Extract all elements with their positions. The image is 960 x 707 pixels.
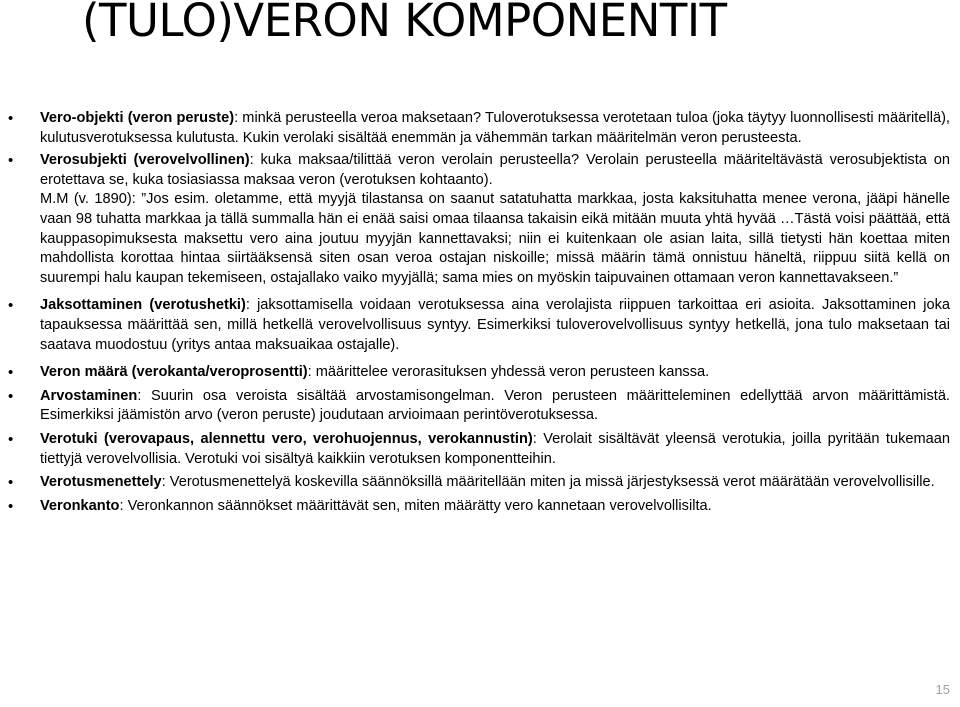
bullet-arvostaminen xyxy=(8,387,950,426)
bullet-quote: M.M (v. 1890): ”Jos esim. oletamme, että myyjä tilastansa on saanut satatuhatta markkaa, josta kaksituhatta menee verona, jääpi hänelle vaan 98 tuhatta markkaa ja tällä summalla hän ei enää saisi omaa tilaansa takaisin eikä mitään muuta yhtä hyvää …Tästä voisi päättää, että kauppasopimuksesta maksettu vero aina joutuu myyjän kannettavaksi; niin ei kuitenkaan ole asian laita, sillä tietysti hän koettaa miten mahdollista korottaa hintaa siirtääksensä siten osan veroa ostajan niskoille; missä määrin tämä onnistuu häneltä, riippuu siitä kellä on suurempi halu kaupan tekemiseen, ostajallako vaiko myyjällä; sama mies on myöskin taipuvainen ottamaan veron kannettavakseen.” xyxy=(40,191,950,286)
page-title: (TULO)VERON KOMPONENTIT xyxy=(82,0,727,47)
bullet-vero-objekti xyxy=(8,109,950,148)
bullet-term: Jaksottaminen (verotushetki) xyxy=(40,297,246,314)
bullet-dot: • xyxy=(8,430,14,448)
bullet-text: : jaksottamisella voidaan verotuksessa aina verolajista riippuen tarkoittaa eri asioita. Jaksottaminen joka tapauksessa määrittää sen, millä hetkellä verovelvollisuus syntyy. Esimerkiksi tuloverovelvollisuus syntyy hetkellä, jona tulo maksetaan tai saatava muodostuu (yritys antaa maksuaikaa ostajalle). xyxy=(40,297,950,353)
bullet-list xyxy=(8,109,950,516)
bullet-dot: • xyxy=(8,152,14,170)
bullet-term: Arvostaminen xyxy=(40,387,138,404)
bullet-term: Verosubjekti (verovelvollinen) xyxy=(40,152,250,169)
bullet-term: Vero-objekti (veron peruste) xyxy=(40,110,235,126)
bullet-term: Verotusmenettely xyxy=(40,474,162,491)
bullet-text: : kuka maksaa/tilittää veron verolain perusteella? Verolain perusteella määriteltävästä verosubjektista on erotettava se, kuka tosiasiassa maksaa veron (verotuksen kohtaanto). xyxy=(40,152,950,188)
bullet-verosubjekti xyxy=(8,151,950,288)
bullet-verotusmenettely xyxy=(8,473,950,493)
bullet-text: : Suurin osa veroista sisältää arvostamisongelman. Veron perusteen määritteleminen edellyttää arvon määrittämistä. Esimerkiksi jäämistön arvo (veron peruste) joudutaan arvioimaan perintöverotuksessa. xyxy=(40,387,950,424)
bullet-text: : minkä perusteella veroa maksetaan? Tuloverotuksessa verotetaan tuloa (joka täytyy luonnollisesti määritellä), kulutusverotuksessa kulutusta. Kukin verolaki sisältää enemmän ja vähemmän tarkan määritelmän veron perusteesta. xyxy=(40,110,950,146)
bullet-term: Veron määrä (verokanta/veroprosentti) xyxy=(40,364,308,381)
bullet-dot: • xyxy=(8,364,14,382)
bullet-jaksottaminen xyxy=(8,296,950,355)
bullet-text: : Verolait sisältävät yleensä verotukia, joilla pyritään tukemaan tiettyjä verovelvollisia. Verotuki voi sisältyä kaikkiin verotuksen komponentteihin. xyxy=(40,430,950,467)
bullet-term: Verotuki (verovapaus, alennettu vero, verohuojennus, verokannustin) xyxy=(40,430,533,447)
bullet-dot: • xyxy=(8,497,14,515)
page-number: 15 xyxy=(935,682,950,697)
bullet-term: Veronkanto xyxy=(40,497,120,514)
bullet-dot: • xyxy=(8,110,14,127)
bullet-dot: • xyxy=(8,387,14,405)
bullet-veronkanto xyxy=(8,497,950,517)
bullet-text: : Veronkannon säännökset määrittävät sen, miten määrätty vero kannetaan verovelvollisilta. xyxy=(119,497,712,514)
bullet-verotuki xyxy=(8,430,950,469)
bullet-text: : Verotusmenettelyä koskevilla säännöksillä määritellään miten ja missä järjestyksessä verot määrätään verovelvollisille. xyxy=(161,474,935,491)
bullet-veron-maara xyxy=(8,363,950,383)
bullet-text: : määrittelee verorasituksen yhdessä veron perusteen kanssa. xyxy=(307,364,710,381)
bullet-dot: • xyxy=(8,297,14,315)
bullet-dot: • xyxy=(8,474,14,492)
